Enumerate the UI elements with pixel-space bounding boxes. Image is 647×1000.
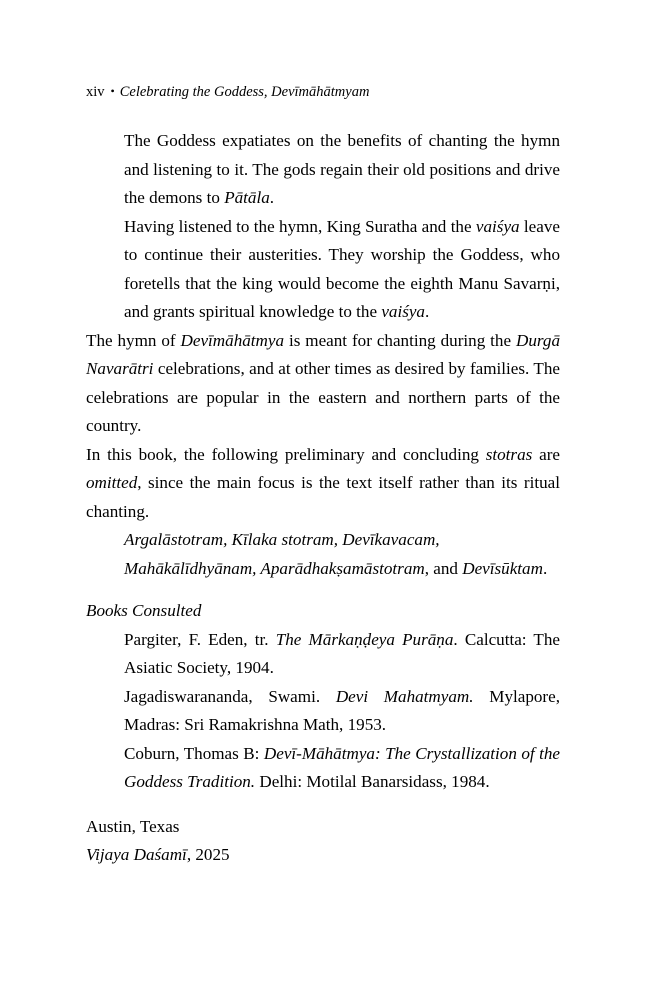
reference-entry-coburn: [124, 740, 560, 797]
text-run: Pargiter, F. Eden, tr.: [124, 629, 276, 649]
colophon-date: [86, 841, 560, 870]
text-run: .: [542, 558, 548, 578]
italic-markandeya-purana: The Mārkaṇḍeya Purāṇa: [275, 629, 454, 649]
italic-patala: Pātāla: [224, 188, 270, 208]
body-text: [86, 127, 560, 870]
reference-entry-pargiter: [124, 626, 560, 683]
text-run: Jagadiswarananda, Swami.: [124, 686, 336, 706]
italic-stotra-titles: Argalāstotram, Kīlaka stotram, Devīkavacam, Mahākālīdhyānam, Aparādhakṣamāstotram: [124, 530, 440, 578]
italic-stotras: stotras: [485, 444, 533, 464]
reference-entry-jagadiswarananda: [124, 683, 560, 740]
text-run: The Goddess expatiates on the benefits of chanting the hymn and listening to it. The gods regain their old positions and drive the demons to: [124, 131, 560, 208]
italic-devimahatmya: Devīmāhātmya: [180, 330, 285, 350]
text-run: Coburn, Thomas B:: [124, 743, 264, 763]
text-run: , and: [424, 558, 463, 578]
paragraph-king-suratha: [124, 213, 560, 327]
paragraph-omitted-stotras: [86, 441, 560, 527]
page-content: [86, 0, 560, 870]
bullet-separator-icon: •: [110, 84, 115, 98]
stotra-name-list: [124, 526, 560, 583]
text-run: , since the main focus is the text itself rather than its ritual chanting.: [86, 473, 560, 521]
running-head-title: Celebrating the Goddess, Devīmāhātmyam: [119, 84, 370, 100]
italic-omitted: omitted: [86, 473, 138, 493]
text-run: . Calcutta: The Asiatic Society, 1904.: [124, 629, 561, 678]
colophon: [86, 813, 560, 870]
text-run: leave to continue their austerities. They worship the Goddess, who foretells that the king would become the eighth Manu Savarṇi, and grants spiritual knowledge to the: [124, 216, 560, 322]
paragraph-goddess-expatiates: [124, 127, 560, 213]
italic-devi-mahatmya-crystallization: Devī-Māhātmya: The Crystallization of the Goddess Tradition.: [124, 743, 560, 792]
italic-devisuktam: Devīsūktam: [462, 558, 543, 578]
text-run: The hymn of: [86, 330, 181, 350]
italic-devi-mahatmyam: Devi Mahatmyam.: [335, 686, 474, 706]
text-run: is meant for chanting during the: [284, 330, 516, 350]
folio-number: xiv: [86, 84, 105, 100]
text-run: .: [424, 302, 430, 322]
italic-vaisya-first: vaiśya: [475, 216, 520, 236]
italic-durga-navaratri: Durgā Navarātri: [86, 330, 560, 379]
text-run: Mylapore, Madras: Sri Ramakrishna Math, 1953.: [124, 686, 560, 735]
text-run: Having listened to the hymn, King Suratha and the: [124, 216, 476, 236]
running-head: [86, 84, 560, 101]
text-run: Delhi: Motilal Banarsidass, 1984.: [255, 772, 490, 792]
text-run: .: [269, 188, 275, 208]
italic-vaisya-second: vaiśya: [381, 302, 425, 322]
colophon-place: Austin, Texas: [86, 816, 180, 836]
text-run-year: , 2025: [186, 845, 230, 865]
text-run: are: [532, 444, 560, 464]
books-consulted-heading: Books Consulted: [86, 601, 202, 621]
text-run: celebrations, and at other times as desired by families. The celebrations are popular in the eastern and northern parts of the country.: [86, 359, 560, 436]
italic-vijaya-dasami: Vijaya Daśamī: [86, 845, 187, 865]
paragraph-hymn-chanting: [86, 327, 560, 441]
text-run: In this book, the following preliminary and concluding: [86, 444, 486, 464]
